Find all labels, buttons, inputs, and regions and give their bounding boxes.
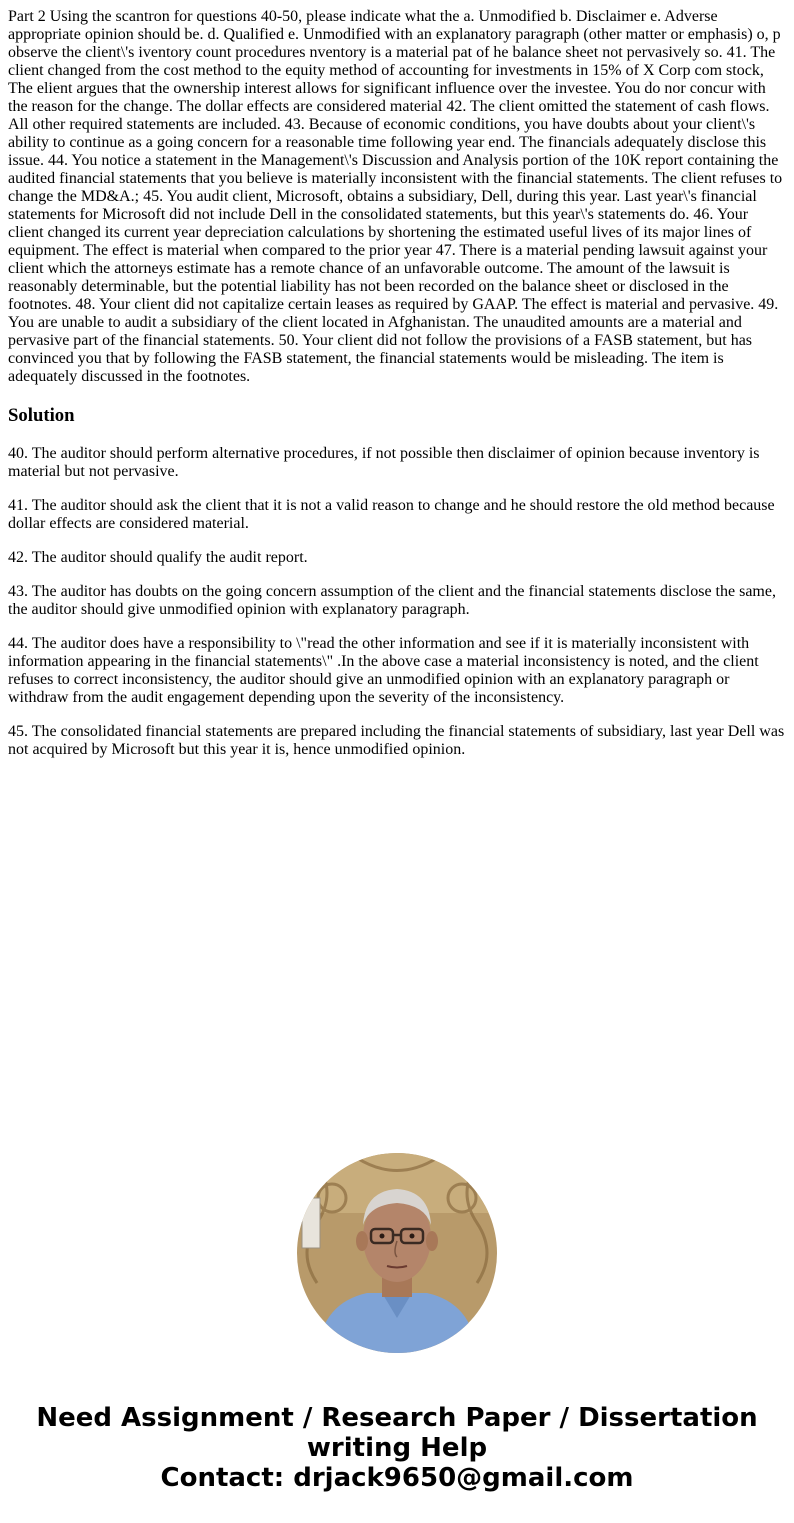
promo-line-1: Need Assignment / Research Paper / Dissertation [36,1403,758,1433]
tutor-avatar [297,1153,497,1353]
answer-40: 40. The auditor should perform alternative procedures, if not possible then disclaimer of opinion because inventory is material but not pervasive. [8,445,760,480]
promo-contact-line: Contact: drjack9650@gmail.com [160,1463,634,1493]
answer-43: 43. The auditor has doubts on the going concern assumption of the client and the financial statements disclose the same, the auditor should give unmodified opinion with explanatory paragraph. [8,583,776,618]
answer-44: 44. The auditor does have a responsibility to \"read the other information and see if it is materially inconsistent with information appearing in the financial statements\" .In the above case a material inconsistency is noted, and the client refuses to correct inconsistency, the auditor should give an unmodified opinion with an explanatory paragraph or withdraw from the audit engagement depending upon the severity of the inconsistency. [8,635,759,706]
answer-42: 42. The auditor should qualify the audit report. [8,549,308,566]
solution-heading: Solution [8,405,75,426]
avatar-portrait-image [297,1153,497,1353]
question-text: Part 2 Using the scantron for questions 40-50, please indicate what the a. Unmodified b. Disclaimer e. Adverse appropriate opinion should be. d. Qualified e. Unmodified with an explanatory paragraph (other matter or emphasis) o, p observe the client\'s iventory count procedures nventory is a material pat of he balance sheet not pervasively so. 41. The client changed from the cost method to the equity method of accounting for investments in 15% of X Corp com stock, The elient argues that the ownership interest allows for significant influence over the investee. You do nor concur with the reason for the change. The dollar effects are considered material 42. The client omitted the statement of cash flows. All other required statements are included. 43. Because of economic conditions, you have doubts about your client\'s ability to continue as a going concern for a reasonable time following year end. The financials adequately disclose this issue. 44. You notice a statement in the Management\'s Discussion and Analysis portion of the 10K report containing the audited financial statements that you believe is materially inconsistent with the financial statements. The client refuses to change the MD&A.; 45. You audit client, Microsoft, obtains a subsidiary, Dell, during this year. Last year\'s financial statements for Microsoft did not include Dell in the consolidated statements, but this year\'s statements do. 46. Your client changed its current year depreciation calculations by shortening the estimated useful lives of its major lines of equipment. The effect is material when compared to the prior year 47. There is a material pending lawsuit against your client which the attorneys estimate has a remote chance of an unfavorable outcome. The amount of the lawsuit is reasonably determinable, but the potential liability has not been recorded on the balance sheet or disclosed in the footnotes. 48. Your client did not capitalize certain leases as required by GAAP. The effect is material and pervasive. 49. You are unable to audit a subsidiary of the client located in Afghanistan. The unaudited amounts are a material and pervasive part of the financial statements. 50. Your client did not follow the provisions of a FASB statement, but has convinced you that by following the FASB statement, the financial statements would be misleading. The item is adequately discussed in the footnotes. [8,8,783,385]
answer-45: 45. The consolidated financial statements are prepared including the financial statements of subsidiary, last year Dell was not acquired by Microsoft but this year it is, hence unmodified opinion. [8,723,785,758]
promo-line-2: writing Help [306,1433,488,1463]
document-body [8,8,786,775]
answer-41: 41. The auditor should ask the client that it is not a valid reason to change and he should restore the old method because dollar effects are considered material. [8,497,775,532]
promo-banner [0,1403,794,1493]
